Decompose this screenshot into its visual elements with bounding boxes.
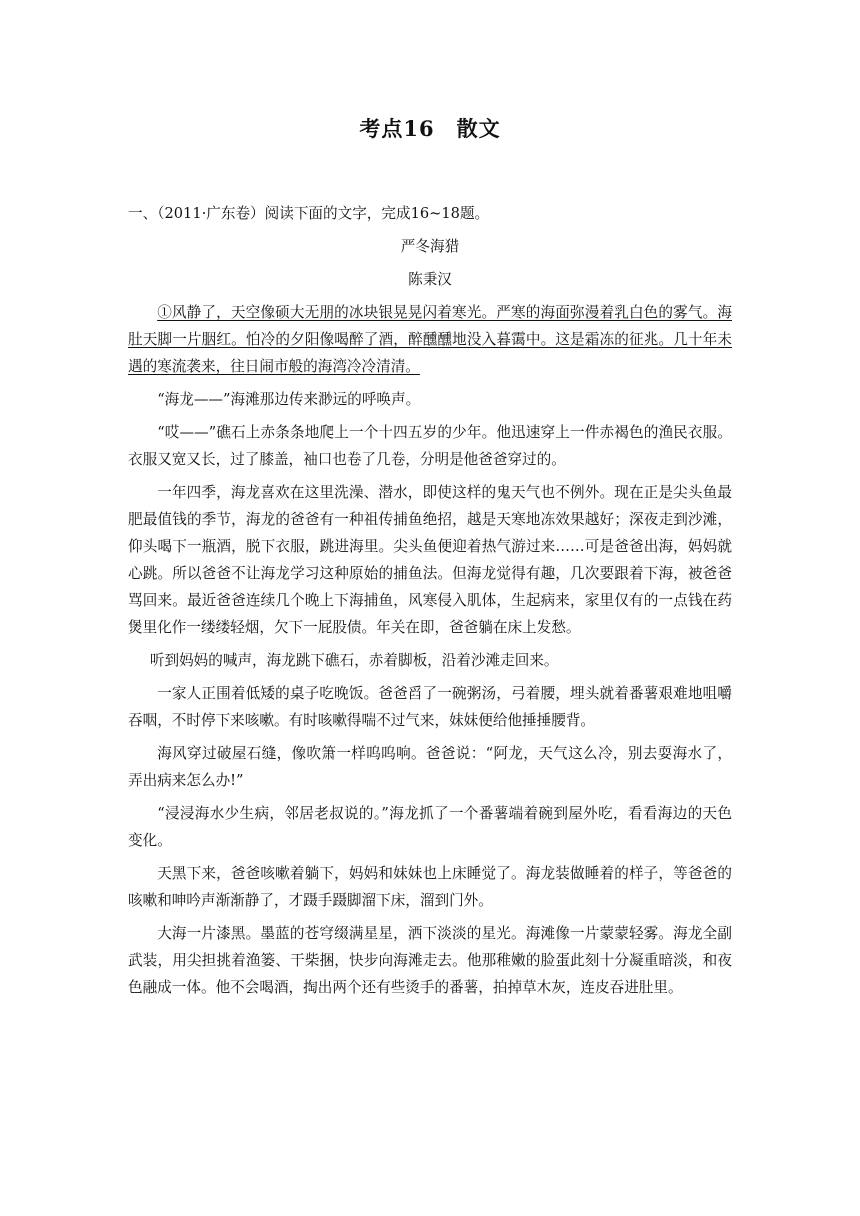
paragraph-2: “海龙——”海滩那边传来渺远的呼唤声。 — [157, 391, 421, 408]
question-instruction: 一、（2011·广东卷）阅读下面的文字，完成16~18题。 — [128, 205, 490, 222]
paragraph-8: “浸浸海水少生病，邻居老叔说的。”海龙抓了一个番薯端着碗到屋外吃，看看海边的天色变化。 — [128, 805, 732, 849]
essay-author: 陈秉汉 — [408, 271, 452, 288]
paragraph-7: 海风穿过破屋石缝，像吹箫一样呜呜响。爸爸说：“阿龙，天气这么冷，别去耍海水了，弄出病来怎么办!” — [128, 745, 732, 789]
document-body — [128, 200, 732, 1001]
underlined-passage: ①风静了，天空像硕大无朋的冰块银晃晃闪着寒光。严寒的海面弥漫着乳白色的雾气。海肚天脚一片胭红。怕冷的夕阳像喝醉了酒，醉醺醺地没入暮霭中。这是霜冻的征兆。几十年未遇的寒流袭来，往日闹市般的海湾冷冷清清。 — [128, 304, 732, 375]
paragraph-9: 天黑下来，爸爸咳嗽着躺下，妈妈和妹妹也上床睡觉了。海龙装做睡着的样子，等爸爸的咳嗽和呻吟声渐渐静了，才蹑手蹑脚溜下床，溜到门外。 — [128, 865, 732, 909]
essay-title: 严冬海猎 — [400, 238, 460, 255]
paragraph-4: 一年四季，海龙喜欢在这里洗澡、潜水，即使这样的鬼天气也不例外。现在正是尖头鱼最肥最值钱的季节，海龙的爸爸有一种祖传捕鱼绝招，越是天寒地冻效果越好；深夜走到沙滩，仰头喝下一瓶酒，脱下衣服，跳进海里。尖头鱼便迎着热气游过来……可是爸爸出海，妈妈就心跳。所以爸爸不让海龙学习这种原始的捕鱼法。但海龙觉得有趣，几次要跟着下海，被爸爸骂回来。最近爸爸连续几个晚上下海捕鱼，风寒侵入肌体，生起病来，家里仅有的一点钱在药煲里化作一缕缕轻烟，欠下一屁股债。年关在即，爸爸躺在床上发愁。 — [128, 484, 732, 636]
paragraph-10: 大海一片漆黑。墨蓝的苍穹缀满星星，洒下淡淡的星光。海滩像一片蒙蒙轻雾。海龙全副武装，用尖担挑着渔篓、干柴捆，快步向海滩走去。他那稚嫩的脸蛋此刻十分凝重暗淡，和夜色融成一体。他不会喝酒，掏出两个还有些烫手的番薯，拍掉草木灰，连皮吞进肚里。 — [128, 925, 732, 996]
paragraph-5: 听到妈妈的喊声，海龙跳下礁石，赤着脚板，沿着沙滩走回来。 — [149, 652, 559, 669]
paragraph-3: “哎——”礁石上赤条条地爬上一个十四五岁的少年。他迅速穿上一件赤褐色的渔民衣服。衣服又宽又长，过了膝盖，袖口也卷了几卷，分明是他爸爸穿过的。 — [128, 424, 732, 468]
paragraph-6: 一家人正围着低矮的桌子吃晚饭。爸爸舀了一碗粥汤，弓着腰，埋头就着番薯艰难地咀嚼吞咽，不时停下来咳嗽。有时咳嗽得喘不过气来，妹妹便给他捶捶腰背。 — [128, 685, 732, 729]
page-title: 考点16 散文 — [359, 116, 501, 141]
paragraph-1 — [128, 299, 732, 380]
